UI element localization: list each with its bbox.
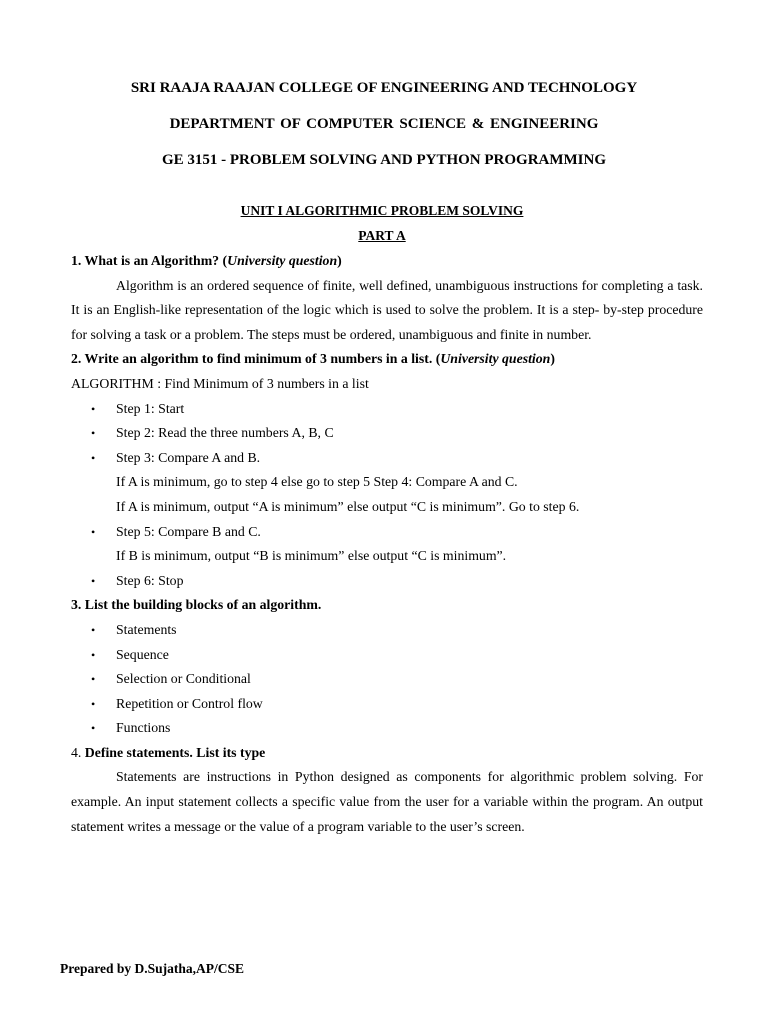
list-item xyxy=(71,667,703,692)
list-item xyxy=(71,421,703,446)
course-title: GE 3151 - PROBLEM SOLVING AND PYTHON PROGRAMMING xyxy=(161,152,607,168)
list-item xyxy=(71,643,703,668)
question-1-tag: University question xyxy=(227,253,338,268)
item-text: Repetition or Control flow xyxy=(116,695,263,711)
step-text: Step 6: Stop xyxy=(116,572,184,588)
bullet-icon: • xyxy=(91,450,96,465)
question-2-tag: University question xyxy=(440,351,551,367)
part-title: PART A xyxy=(358,228,406,243)
item-text: Functions xyxy=(116,720,171,736)
footer-author: Prepared by D.Sujatha,AP/CSE xyxy=(60,961,245,976)
list-item xyxy=(71,716,703,741)
college-name: SRI RAAJA RAAJAN COLLEGE OF ENGINEERING AND TECHNOLOGY xyxy=(130,80,638,96)
bullet-icon: • xyxy=(91,672,96,687)
item-text: Sequence xyxy=(116,646,169,662)
list-item xyxy=(71,692,703,717)
bullet-icon: • xyxy=(91,426,96,441)
step-3-detail-2: If A is minimum, output “A is minimum” else output “C is minimum”. Go to step 6. xyxy=(116,498,580,514)
step-text: Step 2: Read the three numbers A, B, C xyxy=(116,425,334,441)
bullet-icon: • xyxy=(91,622,96,637)
question-3-heading: 3. List the building blocks of an algorithm. xyxy=(71,597,322,613)
question-2-close: ) xyxy=(550,351,555,367)
question-1-close: ) xyxy=(337,253,342,268)
bullet-icon: • xyxy=(91,524,96,539)
unit-title: UNIT I ALGORITHMIC PROBLEM SOLVING xyxy=(240,203,524,218)
step-text: Step 5: Compare B and C. xyxy=(116,523,261,539)
bullet-icon: • xyxy=(91,647,96,662)
question-2-heading xyxy=(71,347,703,372)
algorithm-steps xyxy=(71,397,703,471)
bullet-icon: • xyxy=(91,401,96,416)
step-text: Step 3: Compare A and B. xyxy=(116,449,261,465)
question-4-number: 4. xyxy=(71,744,85,760)
algorithm-steps-end xyxy=(71,569,703,594)
list-item xyxy=(71,397,703,422)
list-item xyxy=(71,520,703,545)
building-blocks-list xyxy=(71,618,703,741)
question-1-text: 1. What is an Algorithm? ( xyxy=(71,253,228,268)
department-name: DEPARTMENT OF COMPUTER SCIENCE & ENGINEERING xyxy=(169,116,599,132)
list-item xyxy=(71,569,703,594)
question-1-answer: Algorithm is an ordered sequence of finite, well defined, unambiguous instructions for completing a task. It is an English-like representation of the logic which is used to solve the problem. It is a step- by-step procedure for solving a task or a problem. The steps must be ordered, unambiguous and finite in number. xyxy=(71,277,703,342)
algorithm-intro: ALGORITHM : Find Minimum of 3 numbers in a list xyxy=(71,375,369,391)
question-1-heading xyxy=(71,249,703,274)
question-4-text: Define statements. List its type xyxy=(84,744,266,760)
list-item xyxy=(71,446,703,471)
item-text: Statements xyxy=(116,621,177,637)
document-body xyxy=(71,249,703,839)
step-5-detail-1: If B is minimum, output “B is minimum” else output “C is minimum”. xyxy=(116,548,507,564)
step-text: Step 1: Start xyxy=(116,400,185,416)
question-2-text: 2. Write an algorithm to find minimum of 3 numbers in a list. ( xyxy=(71,351,441,367)
item-text: Selection or Conditional xyxy=(116,671,251,687)
algorithm-steps-continued xyxy=(71,520,703,545)
question-4-answer: Statements are instructions in Python designed as components for algorithmic problem solving. For example. An input statement collects a specific value from the user for a variable within the program. An output statement writes a message or the value of a program variable to the user’s screen. xyxy=(71,769,703,834)
step-3-detail-1: If A is minimum, go to step 4 else go to step 5 Step 4: Compare A and C. xyxy=(116,474,518,490)
question-4-heading xyxy=(71,741,703,766)
bullet-icon: • xyxy=(91,696,96,711)
list-item xyxy=(71,618,703,643)
bullet-icon: • xyxy=(91,573,96,588)
bullet-icon: • xyxy=(91,721,96,736)
